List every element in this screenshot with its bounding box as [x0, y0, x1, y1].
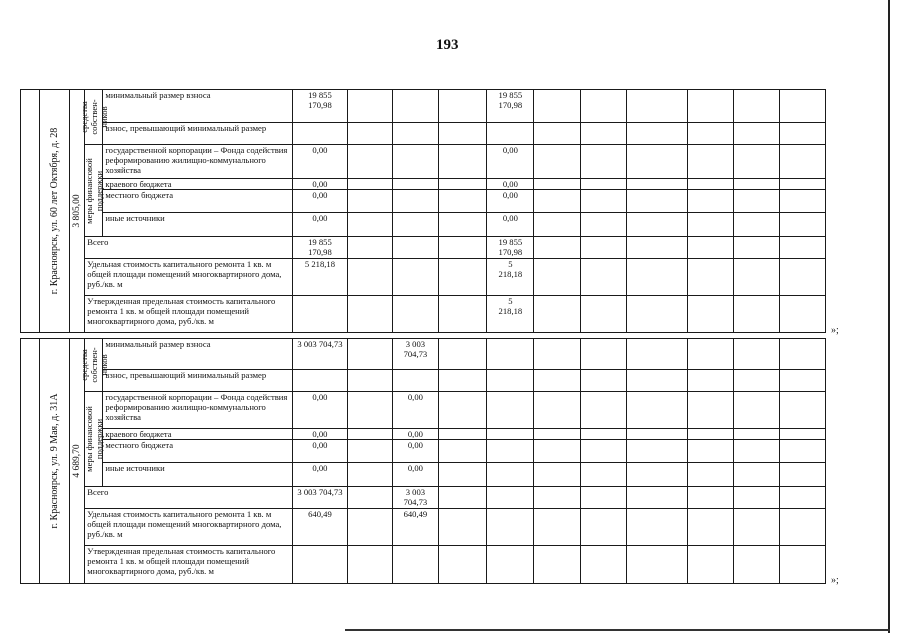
value-a: 0,00 [293, 190, 347, 213]
empty-cell [626, 440, 687, 463]
empty-cell [734, 179, 779, 190]
table-block-1 [20, 89, 826, 333]
empty-cell [347, 145, 392, 179]
empty-cell [734, 440, 779, 463]
empty-cell [534, 509, 580, 546]
empty-cell [734, 463, 779, 487]
value-a [293, 123, 347, 145]
empty-cell [688, 370, 734, 392]
value-c [487, 546, 534, 584]
table-row [21, 179, 826, 190]
empty-cell [779, 440, 825, 463]
empty-cell [534, 145, 580, 179]
value-a: 0,00 [293, 392, 347, 429]
value-b [392, 190, 438, 213]
empty-cell [626, 546, 687, 584]
value-c [487, 440, 534, 463]
empty-cell [347, 487, 392, 509]
empty-cell [439, 487, 487, 509]
empty-cell [734, 509, 779, 546]
empty-cell [626, 392, 687, 429]
value-c: 19 855 170,98 [487, 237, 534, 259]
empty-cell [734, 370, 779, 392]
empty-cell [734, 487, 779, 509]
table-row [21, 463, 826, 487]
empty-cell [580, 429, 626, 440]
empty-cell [439, 179, 487, 190]
empty-cell [580, 339, 626, 370]
empty-cell [688, 179, 734, 190]
empty-cell [779, 487, 825, 509]
owners-group-label: средства собствен-ников [78, 347, 109, 383]
empty-cell [580, 259, 626, 296]
empty-cell [439, 440, 487, 463]
row-label: государственной корпорации – Фонда содействия реформированию жилищно-коммунального хозяйства [103, 145, 293, 179]
empty-cell [534, 546, 580, 584]
row-label: взнос, превышающий минимальный размер [103, 123, 293, 145]
row-label: минимальный размер взноса [103, 339, 293, 370]
empty-cell [580, 487, 626, 509]
value-a: 5 218,18 [293, 259, 347, 296]
empty-cell [580, 213, 626, 237]
value-b [392, 237, 438, 259]
empty-cell [779, 509, 825, 546]
value-c [487, 339, 534, 370]
value-a: 640,49 [293, 509, 347, 546]
empty-cell [734, 392, 779, 429]
value-b: 640,49 [392, 509, 438, 546]
empty-cell [688, 145, 734, 179]
empty-cell [580, 463, 626, 487]
empty-cell [534, 440, 580, 463]
table-row [21, 237, 826, 259]
value-b [392, 370, 438, 392]
empty-cell [688, 296, 734, 333]
empty-cell [347, 179, 392, 190]
empty-cell [779, 123, 825, 145]
empty-cell [734, 213, 779, 237]
empty-cell [688, 546, 734, 584]
empty-cell [779, 213, 825, 237]
row-label: взнос, превышающий минимальный размер [103, 370, 293, 392]
empty-cell [688, 123, 734, 145]
value-a: 3 003 704,73 [293, 487, 347, 509]
empty-cell [779, 296, 825, 333]
empty-cell [779, 546, 825, 584]
empty-cell [534, 296, 580, 333]
empty-cell [626, 179, 687, 190]
left-margin-cell [21, 90, 40, 333]
value-b [392, 259, 438, 296]
empty-cell [347, 123, 392, 145]
empty-cell [779, 429, 825, 440]
support-group-label: меры финансовой поддержки [83, 157, 104, 224]
owners-group-cell [78, 90, 109, 145]
value-c [487, 463, 534, 487]
row-label: Всего [85, 487, 293, 509]
empty-cell [439, 90, 487, 123]
empty-cell [688, 509, 734, 546]
support-group-cell [85, 145, 103, 237]
value-a [293, 370, 347, 392]
empty-cell [534, 190, 580, 213]
row-label: Удельная стоимость капитального ремонта 1 кв. м общей площади помещений многоквартирного дома, руб./кв. м [85, 509, 293, 546]
owners-group-label: средства собствен-ников [78, 99, 109, 135]
house-address: г. Красноярск, ул. 60 лет Октября, д. 28 [48, 127, 60, 295]
row-label: Утвержденная предельная стоимость капитального ремонта 1 кв. м общей площади помещений многоквартирного дома, руб./кв. м [85, 546, 293, 584]
value-a: 0,00 [293, 145, 347, 179]
empty-cell [347, 259, 392, 296]
empty-cell [439, 237, 487, 259]
empty-cell [534, 339, 580, 370]
row-label: местного бюджета [103, 190, 293, 213]
empty-cell [534, 259, 580, 296]
empty-cell [779, 90, 825, 123]
house-area: 4 689,70 [72, 444, 83, 478]
table-row [21, 440, 826, 463]
row-label: иные источники [103, 463, 293, 487]
empty-cell [688, 213, 734, 237]
value-b: 0,00 [392, 440, 438, 463]
table-row [21, 296, 826, 333]
row-label: иные источники [103, 213, 293, 237]
empty-cell [688, 392, 734, 429]
empty-cell [779, 145, 825, 179]
empty-cell [626, 90, 687, 123]
empty-cell [626, 487, 687, 509]
closing-quote: »; [831, 575, 839, 586]
empty-cell [534, 370, 580, 392]
empty-cell [688, 463, 734, 487]
value-c: 0,00 [487, 213, 534, 237]
row-label: государственной корпорации – Фонда содействия реформированию жилищно-коммунального хозяйства [103, 392, 293, 429]
value-c [487, 429, 534, 440]
value-c [487, 392, 534, 429]
empty-cell [626, 237, 687, 259]
empty-cell [734, 546, 779, 584]
empty-cell [534, 392, 580, 429]
value-b [392, 296, 438, 333]
empty-cell [439, 546, 487, 584]
empty-cell [779, 463, 825, 487]
empty-cell [347, 392, 392, 429]
empty-cell [580, 179, 626, 190]
empty-cell [626, 296, 687, 333]
empty-cell [347, 509, 392, 546]
value-a: 0,00 [293, 463, 347, 487]
empty-cell [779, 190, 825, 213]
empty-cell [626, 370, 687, 392]
empty-cell [347, 463, 392, 487]
empty-cell [439, 463, 487, 487]
empty-cell [580, 90, 626, 123]
empty-cell [779, 392, 825, 429]
value-a: 3 003 704,73 [293, 339, 347, 370]
value-b [392, 123, 438, 145]
row-label: Утвержденная предельная стоимость капитального ремонта 1 кв. м общей площади помещений многоквартирного дома, руб./кв. м [85, 296, 293, 333]
house-area: 3 805,00 [72, 194, 83, 228]
empty-cell [734, 90, 779, 123]
empty-cell [626, 339, 687, 370]
value-b [392, 145, 438, 179]
page-edge-bottom [345, 629, 890, 631]
empty-cell [534, 487, 580, 509]
empty-cell [626, 429, 687, 440]
empty-cell [688, 90, 734, 123]
empty-cell [439, 296, 487, 333]
value-a [293, 546, 347, 584]
empty-cell [347, 440, 392, 463]
row-label: краевого бюджета [103, 429, 293, 440]
value-a: 0,00 [293, 179, 347, 190]
value-b [392, 90, 438, 123]
empty-cell [347, 213, 392, 237]
table-row [21, 213, 826, 237]
empty-cell [779, 237, 825, 259]
empty-cell [534, 429, 580, 440]
empty-cell [347, 429, 392, 440]
empty-cell [688, 429, 734, 440]
value-b: 0,00 [392, 429, 438, 440]
support-group-label: меры финансовой поддержки [83, 406, 104, 472]
empty-cell [688, 487, 734, 509]
empty-cell [534, 123, 580, 145]
value-c: 5 218,18 [487, 259, 534, 296]
row-label: Удельная стоимость капитального ремонта 1 кв. м общей площади помещений многоквартирного дома, руб./кв. м [85, 259, 293, 296]
empty-cell [626, 190, 687, 213]
value-a [293, 296, 347, 333]
row-label: краевого бюджета [103, 179, 293, 190]
table-row [21, 546, 826, 584]
empty-cell [734, 190, 779, 213]
value-a: 19 855 170,98 [293, 90, 347, 123]
empty-cell [688, 259, 734, 296]
table-row [21, 487, 826, 509]
value-b: 0,00 [392, 392, 438, 429]
value-a: 0,00 [293, 213, 347, 237]
empty-cell [347, 237, 392, 259]
empty-cell [734, 123, 779, 145]
empty-cell [534, 463, 580, 487]
value-c [487, 123, 534, 145]
value-b [392, 213, 438, 237]
table-block-2 [20, 338, 826, 584]
empty-cell [347, 370, 392, 392]
value-c: 19 855 170,98 [487, 90, 534, 123]
value-c [487, 370, 534, 392]
value-c [487, 509, 534, 546]
empty-cell [734, 145, 779, 179]
value-c: 5 218,18 [487, 296, 534, 333]
table-row [21, 392, 826, 429]
empty-cell [626, 145, 687, 179]
value-c: 0,00 [487, 190, 534, 213]
table-row [21, 90, 826, 123]
empty-cell [439, 213, 487, 237]
table-row [21, 339, 826, 370]
value-b: 3 003 704,73 [392, 339, 438, 370]
empty-cell [734, 296, 779, 333]
empty-cell [347, 90, 392, 123]
table-row [21, 123, 826, 145]
empty-cell [439, 392, 487, 429]
empty-cell [534, 213, 580, 237]
row-label: минимальный размер взноса [103, 90, 293, 123]
empty-cell [580, 440, 626, 463]
empty-cell [626, 123, 687, 145]
value-a: 0,00 [293, 440, 347, 463]
value-b: 3 003 704,73 [392, 487, 438, 509]
empty-cell [534, 90, 580, 123]
value-c: 0,00 [487, 179, 534, 190]
empty-cell [779, 370, 825, 392]
empty-cell [534, 179, 580, 190]
empty-cell [439, 339, 487, 370]
empty-cell [347, 546, 392, 584]
empty-cell [580, 123, 626, 145]
empty-cell [626, 509, 687, 546]
value-c [487, 487, 534, 509]
empty-cell [580, 546, 626, 584]
empty-cell [439, 190, 487, 213]
empty-cell [688, 339, 734, 370]
empty-cell [439, 370, 487, 392]
empty-cell [347, 190, 392, 213]
empty-cell [439, 145, 487, 179]
empty-cell [580, 370, 626, 392]
empty-cell [779, 179, 825, 190]
owners-group-cell [78, 339, 109, 392]
empty-cell [688, 440, 734, 463]
value-b [392, 179, 438, 190]
empty-cell [779, 259, 825, 296]
empty-cell [347, 339, 392, 370]
empty-cell [626, 463, 687, 487]
empty-cell [439, 259, 487, 296]
empty-cell [439, 123, 487, 145]
page-edge-right [888, 0, 890, 633]
empty-cell [688, 237, 734, 259]
empty-cell [580, 145, 626, 179]
left-margin-cell [21, 339, 40, 584]
row-label: Всего [85, 237, 293, 259]
page-number: 193 [436, 37, 459, 53]
closing-quote: »; [831, 325, 839, 336]
empty-cell [439, 429, 487, 440]
row-label: местного бюджета [103, 440, 293, 463]
empty-cell [688, 190, 734, 213]
empty-cell [534, 237, 580, 259]
table-row [21, 509, 826, 546]
table-row [21, 429, 826, 440]
empty-cell [734, 339, 779, 370]
empty-cell [439, 509, 487, 546]
house-address: г. Красноярск, ул. 9 Мая, д. 31А [48, 393, 60, 529]
table-row [21, 190, 826, 213]
support-group-cell [85, 392, 103, 487]
empty-cell [347, 296, 392, 333]
empty-cell [580, 392, 626, 429]
empty-cell [734, 259, 779, 296]
empty-cell [580, 509, 626, 546]
empty-cell [734, 237, 779, 259]
empty-cell [580, 237, 626, 259]
value-a: 19 855 170,98 [293, 237, 347, 259]
empty-cell [626, 259, 687, 296]
value-b [392, 546, 438, 584]
empty-cell [626, 213, 687, 237]
table-row [21, 370, 826, 392]
empty-cell [580, 296, 626, 333]
empty-cell [779, 339, 825, 370]
empty-cell [734, 429, 779, 440]
value-b: 0,00 [392, 463, 438, 487]
table-row [21, 145, 826, 179]
table-row [21, 259, 826, 296]
address-cell [40, 339, 70, 584]
value-a: 0,00 [293, 429, 347, 440]
value-c: 0,00 [487, 145, 534, 179]
address-cell [40, 90, 70, 333]
empty-cell [580, 190, 626, 213]
